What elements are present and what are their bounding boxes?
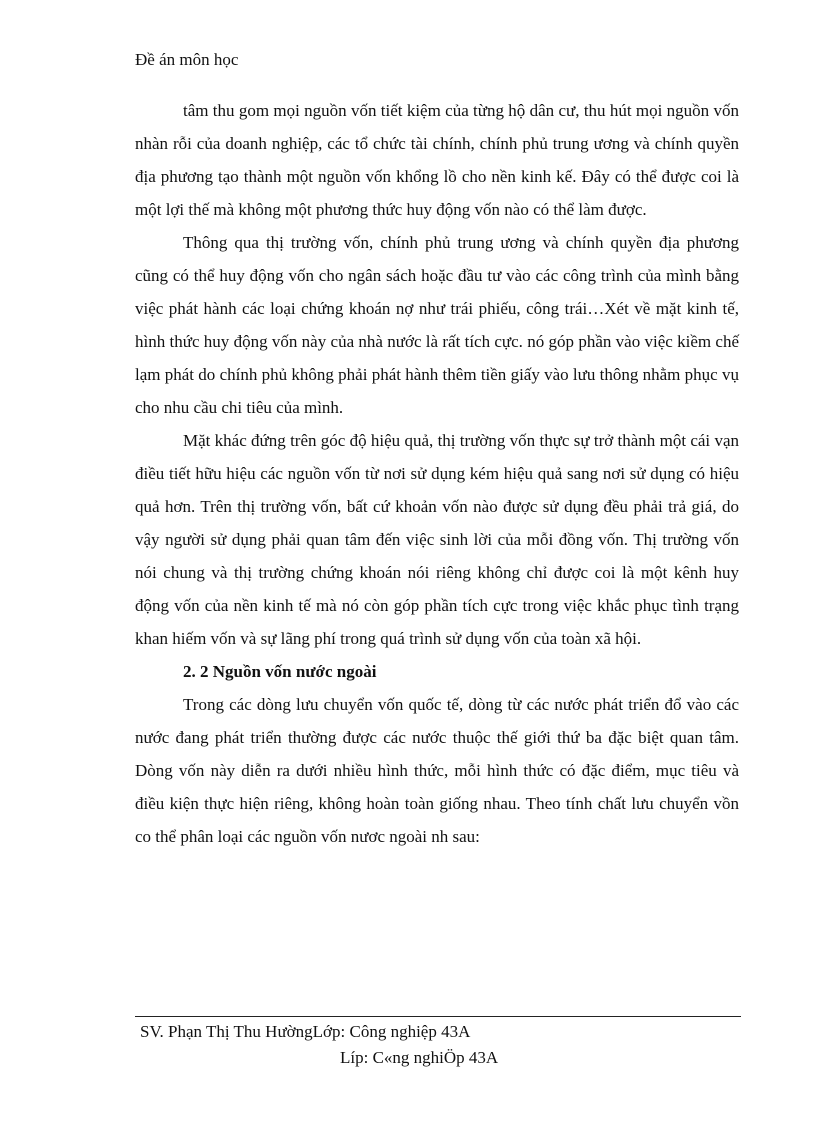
page-header-title: Đề án môn học xyxy=(135,50,239,69)
footer-class-info: Líp: C«ng nghiÖp 43A xyxy=(340,1048,499,1067)
section-heading: 2. 2 Nguồn vốn nước ngoài xyxy=(183,662,377,681)
paragraph-4: Trong các dòng lưu chuyển vốn quốc tế, dòng từ các nước phát triển đổ vào các nước đang phát triển thường được các nước thuộc thế giới thứ ba đặc biệt quan tâm. Dòng vốn này diễn ra dưới nhiều hình thức, mỗi hình thức có đặc điểm, mục tiêu và điều kiện thực hiện riêng, không hoàn toàn giống nhau. Theo tính chất lưu chuyển vồn co thể phân loại các nguồn vốn nươc ngoài nh sau: xyxy=(135,695,739,846)
footer-student-info: SV. Phạn Thị Thu HườngLớp: Công nghiệp 43A xyxy=(140,1022,471,1041)
paragraph-3: Mặt khác đứng trên góc độ hiệu quả, thị trường vốn thực sự trở thành một cái vạn điều tiết hữu hiệu các nguồn vốn từ nơi sử dụng kém hiệu quả sang nơi sử dụng có hiệu quả hơn. Trên thị trường vốn, bất cứ khoản vốn nào được sử dụng đều phải trả giá, do vậy người sử dụng phải quan tâm đến việc sinh lời của mỗi đồng vốn. Thị trường vốn nói chung và thị trường chứng khoán nói riêng không chỉ được coi là một kênh huy động vốn của nền kinh tế mà nó còn góp phần tích cực trong việc khắc phục tình trạng khan hiếm vốn và sự lãng phí trong quá trình sử dụng vốn của toàn xã hội. xyxy=(135,431,739,648)
paragraph-1: tâm thu gom mọi nguồn vốn tiết kiệm của từng hộ dân cư, thu hút mọi nguồn vốn nhàn rỗi của doanh nghiệp, các tổ chức tài chính, chính phủ trung ương và chính quyền địa phương tạo thành một nguồn vốn khổng lồ cho nền kinh kế. Đây có thể được coi là một lợi thế mà không một phương thức huy động vốn nào có thể làm được. xyxy=(135,101,739,219)
paragraph-2: Thông qua thị trường vốn, chính phủ trung ương và chính quyền địa phương cũng có thể huy động vốn cho ngân sách hoặc đầu tư vào các công trình của mình bằng việc phát hành các loại chứng khoán nợ như trái phiếu, công trái…Xét về mặt kinh tế, hình thức huy động vốn này của nhà nước là rất tích cực. nó góp phần vào việc kiềm chế lạm phát do chính phủ không phải phát hành thêm tiền giấy vào lưu thông nhằm phục vụ cho nhu cầu chi tiêu của mình. xyxy=(135,233,739,417)
footer-divider xyxy=(135,1016,741,1017)
document-body xyxy=(135,94,739,853)
